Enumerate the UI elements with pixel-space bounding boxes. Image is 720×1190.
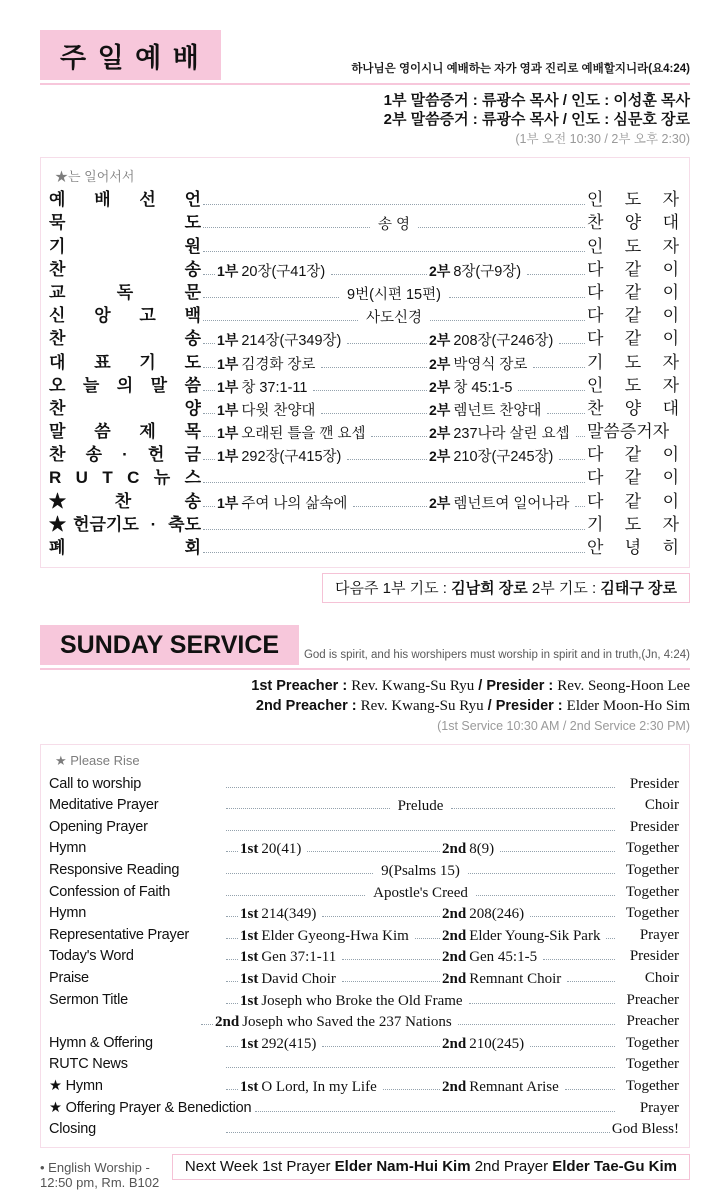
service-item-label: 찬 송: [49, 259, 201, 279]
section-gap: [40, 603, 690, 625]
part-2-tag: 2부: [429, 448, 451, 465]
part-1-text: 214장(구349장): [241, 333, 342, 350]
part-1-text: 주여 나의 삶속에: [241, 495, 348, 512]
korean-nextweek-row: [40, 573, 690, 603]
wide-part-tag: 1st: [240, 992, 259, 1009]
english-preacher-line-1: [40, 676, 690, 696]
service-part-2: [429, 353, 587, 374]
service-part-1: [217, 492, 429, 513]
preacher-name: Rev. Kwang-Su Ryu: [351, 678, 475, 694]
service-role: 다 같 이: [587, 491, 679, 511]
service-part-2: [429, 492, 587, 513]
service-part-2: [429, 260, 587, 281]
service-part-1: [240, 1079, 442, 1096]
service-item-label: 교 독 문: [49, 282, 201, 302]
service-row: [49, 923, 679, 945]
nextweek-name-2: Elder Tae-Gu Kim: [552, 1158, 677, 1176]
service-row: [49, 1074, 679, 1096]
part-1-text: 292장(구415장): [241, 449, 342, 466]
service-role: 다 같 이: [587, 259, 679, 279]
service-item-label: Sermon Title: [49, 991, 128, 1008]
service-row: [49, 794, 679, 816]
part-2-tag: 2nd: [442, 927, 467, 944]
english-service-times: (1st Service 10:30 AM / 2nd Service 2:30 PM): [437, 719, 690, 733]
part-1-tag: 1st: [240, 949, 259, 966]
part-2-tag: 2부: [429, 401, 451, 418]
part-2-text: 8(9): [469, 841, 495, 858]
english-preacher-info: [40, 676, 690, 736]
service-item-label: RUTC News: [49, 1056, 128, 1073]
service-wide-part: [240, 993, 617, 1010]
service-row: [49, 281, 679, 304]
service-role: 인 도 자: [587, 190, 679, 210]
part-2-tag: 2nd: [442, 1078, 467, 1095]
part-1-tag: 1부: [217, 332, 239, 349]
part-2-tag: 2nd: [442, 841, 467, 858]
service-row: [49, 234, 679, 257]
service-item-label: 예 배 선 언: [49, 190, 201, 210]
service-role: 기 도 자: [587, 352, 679, 372]
service-part-2: [429, 376, 587, 397]
service-part-1: [217, 445, 429, 466]
part-2-text: Remnant Arise: [469, 1078, 559, 1095]
service-item-detail: Apostle's Creed: [373, 884, 468, 901]
service-role: 다 같 이: [587, 282, 679, 302]
english-section-title: SUNDAY SERVICE: [40, 625, 299, 665]
service-item-label: 기 원: [49, 236, 201, 256]
service-role: 다 같 이: [587, 329, 679, 349]
part-1-text: David Choir: [261, 970, 336, 987]
korean-header: [40, 30, 690, 80]
part-1-text: 20장(구41장): [241, 263, 326, 280]
service-role: Choir: [644, 969, 679, 986]
preacher-role-label: 2nd Preacher :: [255, 698, 361, 714]
part-2-text: 208(246): [469, 906, 525, 923]
service-role: Together: [625, 840, 679, 857]
service-role: Together: [625, 883, 679, 900]
part-2-tag: 2부: [429, 494, 451, 511]
part-2-text: 박영식 장로: [453, 356, 528, 373]
service-row: [49, 188, 679, 211]
service-row: [49, 945, 679, 967]
part-1-text: 김경화 장로: [241, 356, 316, 373]
part-1-tag: 1부: [217, 378, 239, 395]
english-verse: God is spirit, and his worshipers must worship in spirit and in truth,(Jn, 4:24): [303, 649, 690, 661]
part-1-tag: 1부: [217, 401, 239, 418]
service-row: [49, 466, 679, 489]
service-role: 안 녕 히: [587, 538, 679, 557]
part-2-text: 8장(구9장): [453, 263, 522, 280]
service-item-label: ★ Offering Prayer & Benediction: [49, 1099, 252, 1116]
service-item-label: ★ Hymn: [49, 1077, 103, 1094]
service-item-label: Hymn: [49, 840, 87, 857]
service-row: [49, 1096, 679, 1118]
service-row: [49, 988, 679, 1010]
part-2-tag: 2부: [429, 332, 451, 349]
service-role: 기 도 자: [587, 514, 679, 534]
wide-part-tag: 2nd: [215, 1014, 240, 1031]
service-part-1: [217, 353, 429, 374]
service-item-detail: Prelude: [397, 798, 444, 815]
part-1-tag: 1부: [217, 355, 239, 372]
service-role: Preacher: [626, 991, 679, 1008]
service-row: [49, 211, 679, 234]
part-1-text: O Lord, In my Life: [261, 1078, 377, 1095]
preacher-role-label: 1st Preacher :: [251, 678, 352, 694]
part-1-text: 다윗 찬양대: [241, 402, 316, 419]
part-1-tag: 1부: [217, 262, 239, 279]
english-preacher-line-2: [40, 696, 690, 716]
nextweek-name-1: 김남희 장로: [451, 580, 528, 597]
part-2-tag: 2nd: [442, 970, 467, 987]
service-role: 인 도 자: [587, 375, 679, 395]
divider-line: [40, 83, 690, 85]
service-item-label: 대 표 기 도: [49, 352, 201, 372]
service-row: [49, 420, 679, 443]
service-part-1: [217, 260, 429, 281]
service-part-1: [217, 399, 429, 420]
service-part-1: [240, 841, 442, 858]
service-item-label: Responsive Reading: [49, 861, 180, 878]
service-item-label: ★헌금기도 · 축도: [49, 514, 201, 534]
part-2-tag: 2부: [429, 262, 451, 279]
service-part-1: [240, 928, 442, 945]
service-part-2: [429, 399, 587, 420]
part-1-tag: 1st: [240, 970, 259, 987]
part-1-tag: 1st: [240, 927, 259, 944]
service-role: Together: [625, 1034, 679, 1051]
service-row: [49, 1118, 679, 1140]
part-1-text: Gen 37:1-11: [261, 949, 337, 966]
service-part-2: [429, 445, 587, 466]
service-item-detail: 9(Psalms 15): [381, 862, 460, 879]
service-item-label: Confession of Faith: [49, 883, 171, 900]
service-role: Prayer: [639, 1099, 679, 1116]
part-1-tag: 1부: [217, 494, 239, 511]
service-role: 다 같 이: [587, 306, 679, 326]
service-row: [49, 304, 679, 327]
part-1-tag: 1st: [240, 1078, 259, 1095]
part-1-text: 창 37:1-11: [241, 379, 308, 396]
part-2-text: 210장(구245장): [453, 449, 554, 466]
service-role: Presider: [629, 818, 679, 835]
nextweek-prefix: 다음주 1부 기도 :: [334, 580, 452, 597]
service-role: 말씀증거자: [587, 422, 670, 442]
korean-verse: 하나님은 영이시니 예배하는 자가 영과 진리로 예배할지니라(요4:24): [351, 63, 690, 75]
service-item-label: Opening Prayer: [49, 818, 148, 835]
part-2-text: 210(245): [469, 1035, 525, 1052]
part-2-text: 창 45:1-5: [453, 379, 513, 396]
part-2-tag: 2nd: [442, 1035, 467, 1052]
service-item-label: Meditative Prayer: [49, 797, 159, 814]
wide-part-text: Joseph who Broke the Old Frame: [261, 992, 463, 1009]
korean-order-rows: [49, 188, 679, 559]
part-1-tag: 1부: [217, 425, 239, 442]
service-item-label: Call to worship: [49, 775, 142, 792]
part-2-text: Gen 45:1-5: [469, 949, 538, 966]
service-part-1: [217, 329, 429, 350]
service-item-label: 오 늘 의 말 씀: [49, 375, 201, 395]
service-part-1: [240, 1036, 442, 1053]
service-part-2: [442, 1036, 617, 1053]
part-1-text: 오래된 틀을 깬 요셉: [241, 426, 366, 443]
service-item-label: Closing: [49, 1121, 96, 1138]
korean-preacher-line-2: 2부 말씀증거 : 류광수 목사 / 인도 : 심문호 장로: [383, 111, 690, 128]
preacher-role-label: / Presider :: [483, 698, 567, 714]
english-worship-note: • English Worship - 12:50 pm, Rm. B102: [40, 1160, 160, 1190]
service-item-label: Today's Word: [49, 948, 134, 965]
korean-rise-note: ★는 일어서서: [55, 169, 135, 184]
service-role: 다 같 이: [587, 445, 679, 465]
service-role: Choir: [644, 797, 680, 814]
service-role: 찬 양 대: [587, 213, 680, 233]
part-2-tag: 2부: [429, 425, 451, 442]
service-part-2: [442, 841, 617, 858]
preacher-name: Rev. Seong-Hoon Lee: [557, 678, 690, 694]
service-item-detail: 사도신경: [365, 310, 423, 327]
part-1-tag: 1st: [240, 1035, 259, 1052]
part-2-tag: 2nd: [442, 906, 467, 923]
service-part-2: [429, 329, 587, 350]
service-row: [49, 489, 679, 512]
service-row: [49, 327, 679, 350]
preacher-role-label: / Presider :: [474, 678, 558, 694]
service-row: [49, 772, 679, 794]
service-row: [49, 258, 679, 281]
service-part-1: [240, 971, 442, 988]
service-role: Presider: [629, 775, 679, 792]
service-row: [49, 397, 679, 420]
korean-section: [40, 30, 690, 603]
nextweek-name-2: 김태구 장로: [600, 580, 677, 597]
english-nextweek-box: [172, 1154, 690, 1180]
english-order-box: [40, 744, 690, 1148]
service-part-1: [217, 422, 429, 443]
service-item-label: 찬 송 · 헌 금: [49, 445, 201, 465]
service-role: Presider: [629, 948, 679, 965]
service-role: Together: [625, 1056, 679, 1073]
preacher-name: Rev. Kwang-Su Ryu: [360, 698, 484, 714]
service-part-2: [442, 928, 617, 945]
service-row: [49, 858, 679, 880]
service-part-2: [429, 422, 587, 443]
service-part-2: [442, 1079, 617, 1096]
service-role: 찬 양 대: [587, 398, 679, 418]
service-row: [49, 837, 679, 859]
nextweek-prefix: Next Week 1st Prayer: [184, 1158, 335, 1176]
service-row: [49, 513, 679, 536]
service-row: [49, 1053, 679, 1075]
part-1-tag: 1st: [240, 906, 259, 923]
part-1-text: 214(349): [261, 906, 317, 923]
service-role: 인 도 자: [587, 236, 679, 256]
nextweek-mid: 2부 기도 :: [527, 580, 601, 597]
service-role: Together: [625, 905, 679, 922]
part-2-text: 렘넌트 찬양대: [453, 402, 542, 419]
korean-section-title: 주 일 예 배: [40, 30, 221, 80]
service-part-1: [240, 906, 442, 923]
service-role: Together: [625, 1077, 679, 1094]
english-order-rows: [49, 772, 679, 1139]
service-item-label: 말 씀 제 목: [49, 422, 201, 442]
service-item-label: 찬 양: [49, 398, 201, 418]
part-2-text: Remnant Choir: [469, 970, 562, 987]
service-row: [49, 815, 679, 837]
service-item-label: Hymn & Offering: [49, 1034, 153, 1051]
preacher-name: Elder Moon-Ho Sim: [566, 698, 690, 714]
service-item-label: Representative Prayer: [49, 926, 190, 943]
nextweek-mid: 2nd Prayer: [470, 1158, 553, 1176]
service-part-2: [442, 971, 617, 988]
part-2-text: 렘넌트여 일어나라: [453, 495, 570, 512]
english-header: [40, 625, 690, 665]
service-part-1: [240, 949, 442, 966]
service-role: Preacher: [626, 1013, 679, 1030]
service-row: [49, 902, 679, 924]
service-row: [49, 966, 679, 988]
service-item-label: Hymn: [49, 905, 87, 922]
korean-nextweek-box: [322, 573, 690, 603]
english-footer-row: [40, 1154, 690, 1190]
service-row: [49, 536, 679, 559]
service-row: [49, 443, 679, 466]
part-2-text: 237나라 살린 요셉: [453, 426, 570, 443]
service-row: [49, 1031, 679, 1053]
english-section: [40, 625, 690, 1190]
service-role: Together: [625, 861, 679, 878]
korean-service-times: (1부 오전 10:30 / 2부 오후 2:30): [515, 132, 690, 146]
part-1-text: 20(41): [261, 841, 302, 858]
korean-preacher-line-1: 1부 말씀증거 : 류광수 목사 / 인도 : 이성훈 목사: [383, 92, 690, 109]
service-row: [49, 350, 679, 373]
divider-line: [40, 668, 690, 670]
service-item-label: 찬 송: [49, 329, 201, 349]
service-role: Prayer: [639, 926, 679, 943]
part-1-text: 292(415): [261, 1035, 317, 1052]
service-row: [49, 1010, 679, 1032]
part-2-tag: 2부: [429, 355, 451, 372]
part-2-tag: 2부: [429, 378, 451, 395]
service-part-1: [217, 376, 429, 397]
service-item-label: 묵 도: [49, 213, 201, 233]
service-item-label: 신 앙 고 백: [49, 306, 201, 326]
service-item-label: ★찬 송: [49, 491, 201, 511]
service-role: 다 같 이: [587, 468, 679, 488]
part-1-tag: 1부: [217, 448, 239, 465]
english-rise-note: ★ Please Rise: [55, 753, 140, 768]
korean-order-box: [40, 157, 690, 568]
part-1-tag: 1st: [240, 841, 259, 858]
service-row: [49, 374, 679, 397]
service-item-label: R U T C 뉴 스: [49, 468, 201, 488]
part-2-tag: 2nd: [442, 949, 467, 966]
service-role: God Bless!: [611, 1121, 679, 1138]
korean-preacher-info: [40, 91, 690, 149]
wide-part-text: Joseph who Saved the 237 Nations: [242, 1014, 452, 1031]
service-item-label: 폐 회: [49, 538, 201, 557]
part-1-text: Elder Gyeong-Hwa Kim: [261, 927, 409, 944]
service-item-label: Praise: [49, 969, 89, 986]
nextweek-name-1: Elder Nam-Hui Kim: [334, 1158, 471, 1176]
service-row: [49, 880, 679, 902]
service-item-detail: 9번(시편 15편): [347, 286, 441, 303]
service-part-2: [442, 906, 617, 923]
service-part-2: [442, 949, 617, 966]
part-2-text: Elder Young-Sik Park: [469, 927, 601, 944]
service-item-detail: 송 영: [377, 217, 411, 234]
service-wide-part: [215, 1014, 617, 1031]
part-2-text: 208장(구246장): [453, 333, 554, 350]
